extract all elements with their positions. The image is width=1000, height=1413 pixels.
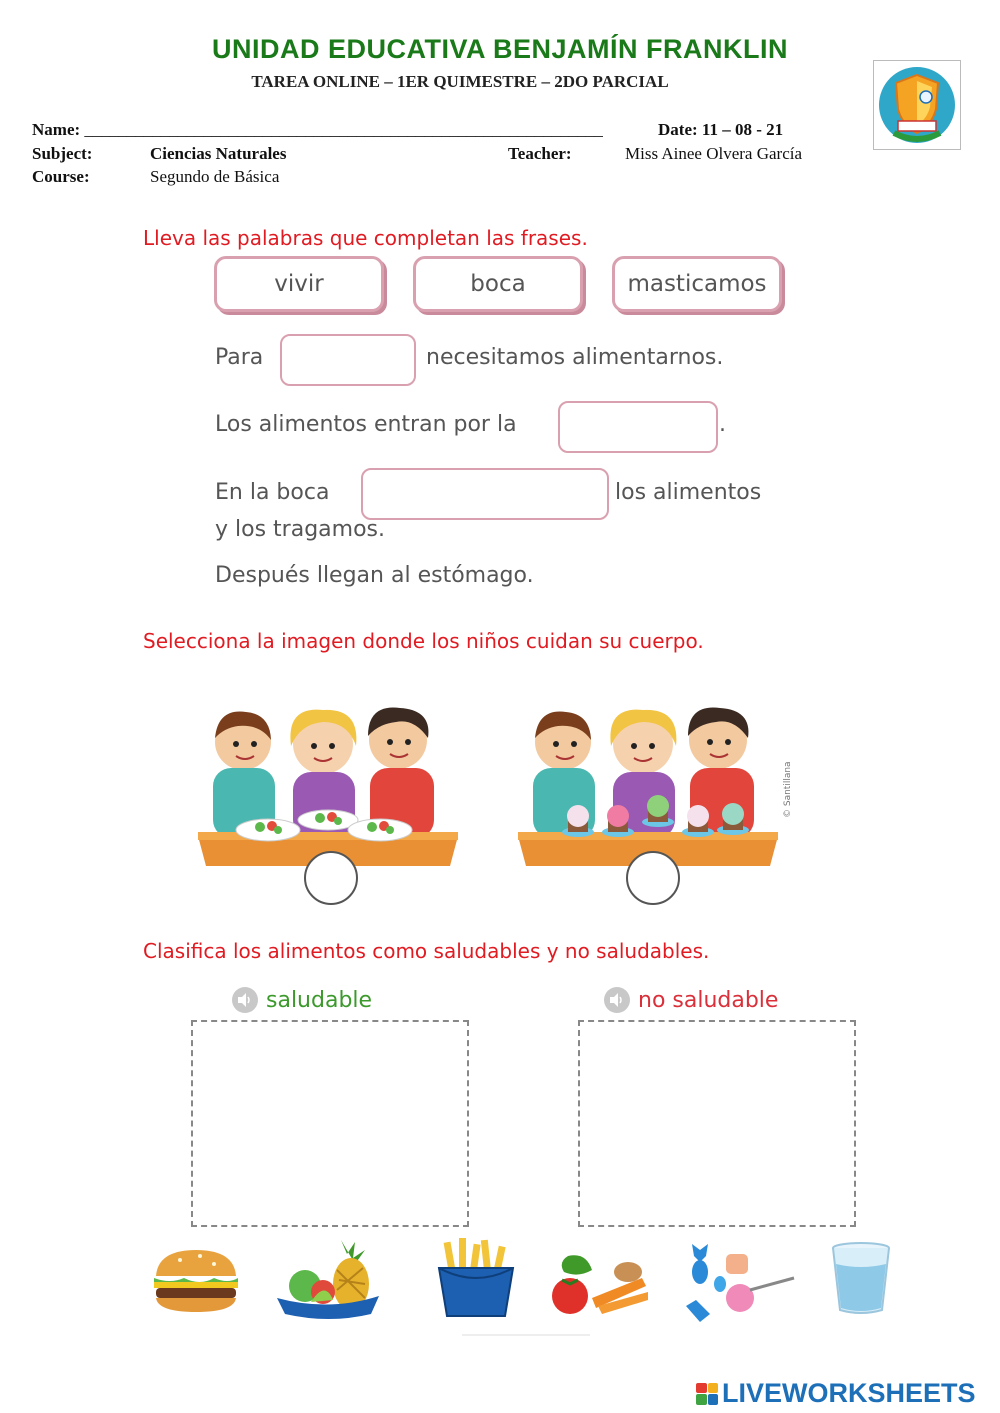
- speaker-icon[interactable]: [232, 987, 258, 1013]
- hamburger-icon[interactable]: [150, 1246, 242, 1314]
- unhealthy-category-label: [604, 987, 778, 1013]
- unhealthy-drop-zone[interactable]: [578, 1020, 856, 1227]
- select-circle-salad[interactable]: [304, 851, 358, 905]
- exercise2-instruction: Selecciona la imagen donde los niños cuidan su cuerpo.: [143, 629, 704, 653]
- liveworksheets-logo-icon: [696, 1383, 718, 1405]
- date-field: [658, 120, 783, 140]
- name-label: Name:: [32, 120, 81, 139]
- sentence2-start: Los alimentos entran por la: [215, 412, 517, 437]
- school-name: UNIDAD EDUCATIVA BENJAMÍN FRANKLIN: [212, 34, 788, 64]
- name-line: _____________________________________________________________: [84, 120, 603, 139]
- course-label: Course:: [32, 167, 90, 186]
- exercise1-instruction: Lleva las palabras que completan las frases.: [143, 226, 588, 250]
- teacher-value: Miss Ainee Olvera García: [625, 144, 803, 163]
- healthy-category-label: [232, 987, 372, 1013]
- healthy-drop-zone[interactable]: [191, 1020, 469, 1227]
- kids-cupcakes-image[interactable]: [518, 702, 778, 872]
- select-circle-cupcakes[interactable]: [626, 851, 680, 905]
- subject-value: Ciencias Naturales: [150, 144, 287, 163]
- healthy-label-text: saludable: [266, 987, 373, 1013]
- sentence4: Después llegan al estómago.: [215, 563, 534, 588]
- french-fries-icon[interactable]: [433, 1238, 519, 1318]
- sentence3-end: los alimentos: [615, 480, 762, 505]
- worksheet-subtitle: TAREA ONLINE – 1ER QUIMESTRE – 2DO PARCIAL: [251, 72, 669, 91]
- fruit-basket-icon[interactable]: [275, 1240, 383, 1320]
- unhealthy-label-text: no saludable: [638, 987, 779, 1013]
- course-value: Segundo de Básica: [150, 167, 280, 186]
- sentence3-line2: y los tragamos.: [215, 517, 385, 542]
- date-label: Date: 11 – 08 - 21: [658, 120, 784, 139]
- brand-text: LIVEWORKSHEETS: [722, 1378, 976, 1408]
- school-logo: [873, 60, 961, 150]
- teacher-label: Teacher:: [508, 144, 572, 163]
- blank-sentence2[interactable]: [558, 401, 718, 453]
- blank-sentence1[interactable]: [280, 334, 416, 386]
- speaker-icon[interactable]: [604, 987, 630, 1013]
- divider: [462, 1334, 590, 1336]
- candy-icon[interactable]: [684, 1242, 796, 1324]
- image-credit: © Santillana: [783, 761, 793, 818]
- word-chip-boca[interactable]: boca: [413, 256, 583, 312]
- kids-salad-image[interactable]: [198, 702, 458, 872]
- exercise3-instruction: Clasifica los alimentos como saludables y no saludables.: [143, 939, 710, 963]
- sentence1-start: Para: [215, 345, 264, 370]
- sentence1-end: necesitamos alimentarnos.: [426, 345, 724, 370]
- sentence2-end: .: [719, 412, 726, 437]
- vegetables-icon[interactable]: [548, 1252, 656, 1316]
- word-chip-vivir[interactable]: vivir: [214, 256, 384, 312]
- word-chip-masticamos[interactable]: masticamos: [612, 256, 782, 312]
- school-shield-icon: [874, 61, 960, 149]
- sentence3-start: En la boca: [215, 480, 330, 505]
- water-glass-icon[interactable]: [830, 1242, 892, 1314]
- blank-sentence3[interactable]: [361, 468, 609, 520]
- liveworksheets-brand: [696, 1378, 976, 1409]
- name-field: [32, 120, 603, 140]
- subject-label: Subject:: [32, 144, 93, 163]
